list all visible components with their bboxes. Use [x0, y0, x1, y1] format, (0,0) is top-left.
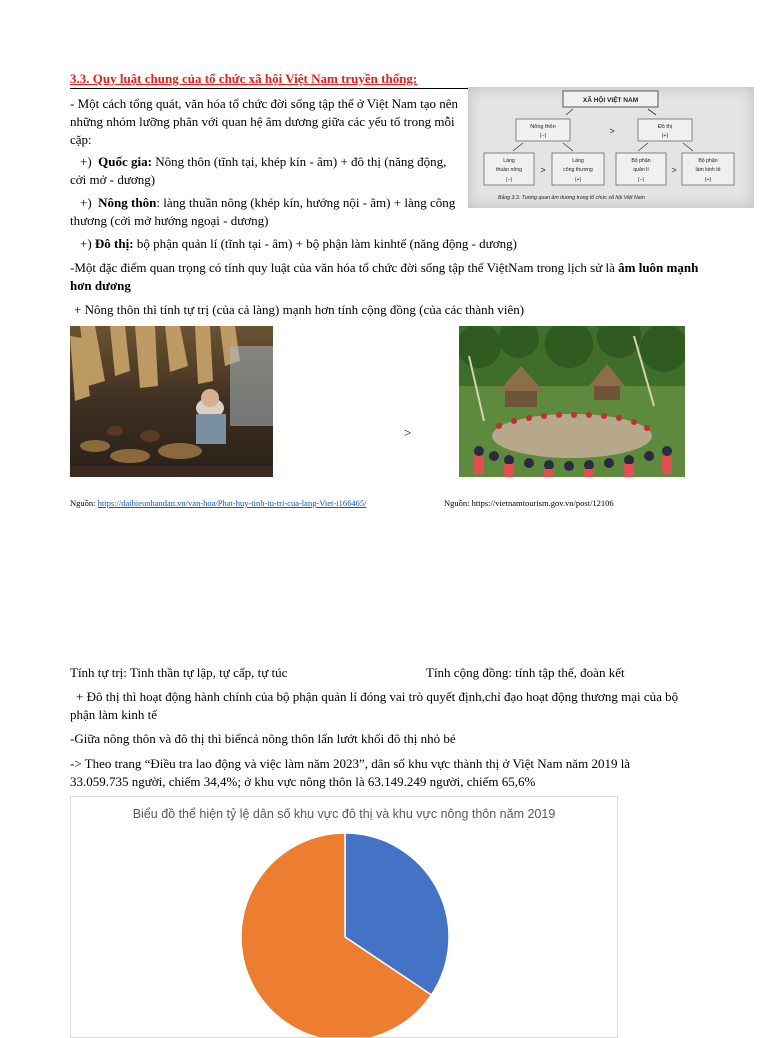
- diagram-caption: Bảng 3.3. Tương quan âm dương trong tổ chức xã hội Việt Nam: [498, 195, 645, 201]
- do-thi-text: bộ phận quản lí (tĩnh tại - âm) + bộ phận làm kinhtế (năng động - dương): [133, 236, 517, 251]
- diagram-title: XÃ HỘI VIỆT NAM: [582, 97, 639, 104]
- source-2: Nguồn: https://vietnamtourism.gov.vn/post/12106: [444, 498, 614, 508]
- comparison-symbol: >: [404, 425, 412, 440]
- diagram-bp-kt-l1: Bộ phận: [698, 158, 718, 164]
- source-1-link[interactable]: https://daibieunhandan.vn/van-hoa/Phat-huy-tinh-tu-tri-cua-lang-Viet-i166465/: [97, 498, 367, 508]
- diagram-lang-tn-l1: Làng: [503, 158, 515, 164]
- diagram-gt-1: >: [609, 126, 615, 136]
- nong-thon-prefix: +): [80, 195, 92, 210]
- cong-dong-definition: Tính cộng đồng: tính tập thể, đoàn kết: [426, 665, 625, 680]
- nong-thon-paragraph: [70, 194, 465, 230]
- nong-thon-label: Nông thôn: [98, 195, 157, 210]
- community-festival-photo: [459, 326, 685, 477]
- am-duong-text: -Một đặc điểm quan trọng có tính quy luật của văn hóa tổ chức đời sống tập thể ViệtNam trong lịch sử là: [70, 260, 619, 275]
- tu-tri-definition: Tính tự trị: Tinh thần tự lập, tự cấp, tự túc: [70, 665, 288, 680]
- community-festival-illustration: [459, 326, 685, 477]
- diagram-bp-ql-l1: Bộ phận: [631, 158, 651, 164]
- diagram-bp-ql-l3: (−): [637, 177, 645, 183]
- diagram-lang-ct-l2: công thương: [563, 167, 593, 173]
- diagram-gt-3: >: [671, 165, 677, 175]
- diagram-nongthon-l1: Nông thôn: [530, 124, 556, 130]
- do-thi-paragraph: [70, 235, 750, 253]
- do-thi-hanh-chinh-paragraph: [70, 688, 700, 724]
- diagram-bp-kt-l3: (+): [704, 177, 712, 183]
- diagram-lang-ct-l1: Làng: [572, 158, 584, 164]
- diagram-lang-ct-l3: (+): [574, 177, 582, 183]
- quoc-gia-text: Nông thôn (tĩnh tại, khép kín - âm) + đô thị (năng động, cởi mở - dương): [70, 154, 447, 187]
- am-duong-bold: âm luôn mạnh hơn dương: [70, 260, 699, 293]
- pie-svg: [71, 797, 617, 1037]
- diagram-bp-ql-l2: quản lí: [633, 167, 649, 173]
- am-duong-paragraph: [70, 259, 700, 295]
- do-thi-label: Đô thị:: [94, 236, 134, 251]
- source-1: [70, 498, 366, 509]
- chart-title: Biểu đồ thể hiện tỷ lệ dân số khu vực đô thị và khu vực nông thôn năm 2019: [132, 807, 556, 821]
- heading-text: 3.3. Quy luật chung của tổ chức xã hội Việt Nam truyền thống:: [70, 71, 418, 86]
- intro-paragraph: - Một cách tổng quát, văn hóa tổ chức đời sống tập thể ở Việt Nam tạo nên những nhóm lưỡng phân với quan hệ âm dương giữa các yếu tố trong mỗi cặp:: [70, 96, 459, 147]
- diagram-bp-kt-l2: làm kinh tế: [695, 167, 721, 173]
- village-craft-photo: [70, 326, 273, 477]
- diagram-dothi-l2: (+): [661, 133, 669, 139]
- diagram-dothi-l1: Đô thị: [657, 124, 673, 130]
- do-thi-prefix: +): [80, 236, 92, 251]
- population-pie-chart: [70, 796, 618, 1038]
- quoc-gia-paragraph: [70, 153, 465, 189]
- nong-thon-tu-tri-paragraph: + Nông thôn thì tính tự trị (của cả làng) mạnh hơn tính cộng đồng (của các thành viên): [74, 302, 525, 317]
- diagram-nongthon-l2: (−): [539, 133, 547, 139]
- bien-ca-paragraph: -Giữa nông thôn và đô thị thì biểncả nông thôn lấn lướt khối đô thị nhỏ bé: [70, 731, 456, 746]
- do-thi-hanh-chinh-text: + Đô thị thì hoạt động hành chính của bộ phận quản lí đóng vai trò quyết định,chỉ đạo hoạt động thương mại của bộ phận làm kinh tế: [70, 689, 679, 722]
- nong-thon-text: : làng thuần nông (khép kín, hướng nội - âm) + làng công thương (cởi mở hướng ngoại - dương): [70, 195, 456, 228]
- social-structure-diagram: [468, 87, 754, 208]
- population-paragraph: -> Theo trang “Điều tra lao động và việc làm năm 2023”, dân số khu vực thành thị ở Việt Nam năm 2019 là 33.059.735 người, chiếm 34,4%; ở khu vực nông thôn là 63.149.249 người, chiếm 65,6%: [70, 756, 631, 789]
- quoc-gia-label: Quốc gia:: [98, 154, 152, 169]
- diagram-lang-tn-l2: thuần nông: [496, 167, 522, 173]
- source-1-label: Nguồn:: [70, 498, 98, 508]
- quoc-gia-prefix: +): [80, 154, 92, 169]
- diagram-lang-tn-l3: (−): [505, 177, 513, 183]
- village-craft-illustration: [70, 326, 273, 477]
- diagram-svg: [468, 87, 754, 208]
- diagram-gt-2: >: [540, 165, 546, 175]
